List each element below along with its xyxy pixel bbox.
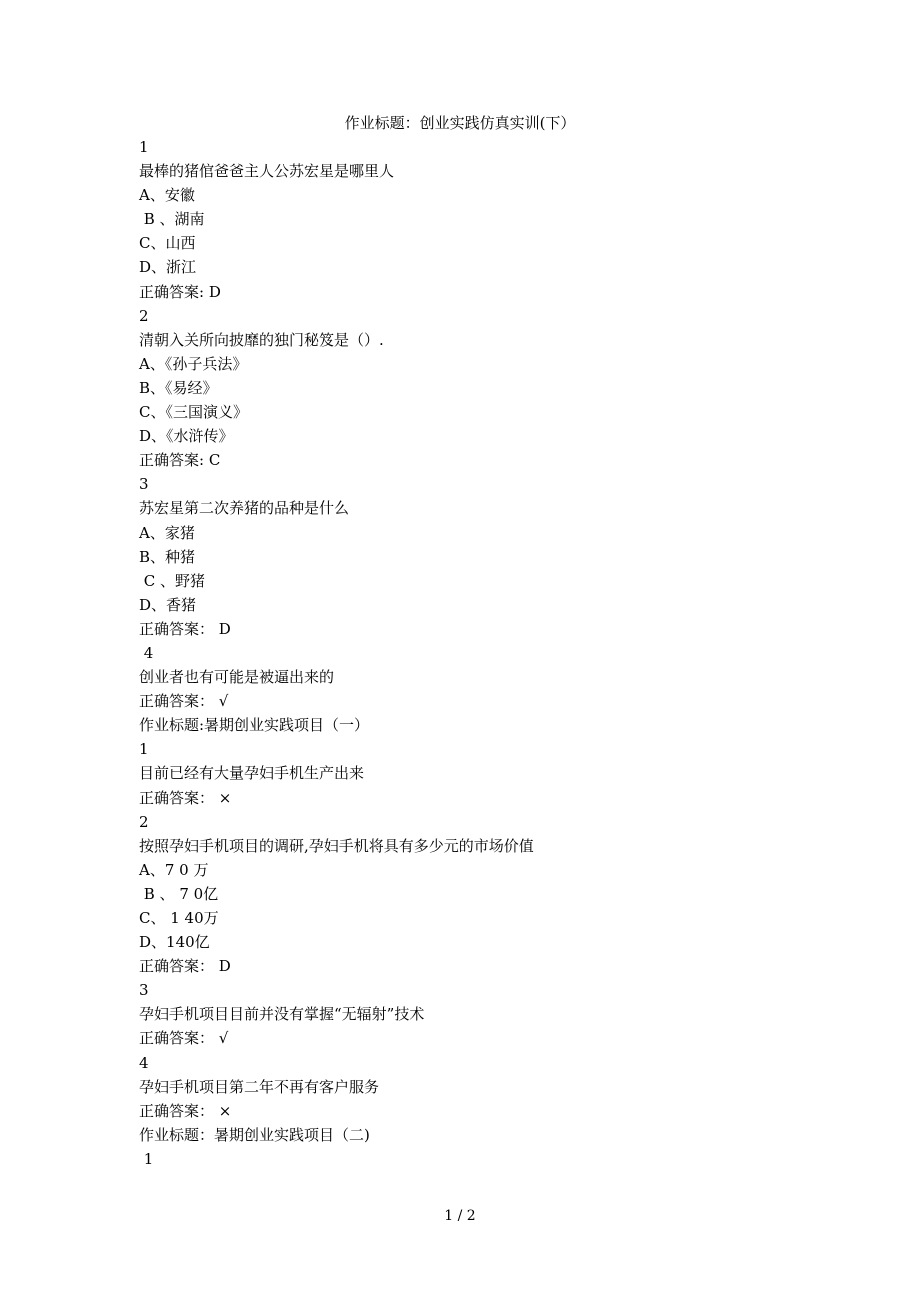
text-line: 3 [139,475,149,494]
text-line: 目前已经有大量孕妇手机生产出来 [139,764,365,783]
text-line: A、家猪 [139,523,195,542]
text-line: 清朝入关所向披靡的独门秘笈是（）. [139,330,384,349]
text-line: 1 [139,740,149,759]
text-line: 苏宏星第二次养猪的品种是什么 [139,499,350,518]
document-body [139,135,839,1171]
text-line: 1 [139,138,149,156]
text-line: A、《孙子兵法》 [139,354,248,373]
text-line: 正确答案: D [139,282,221,301]
text-line: D、香猪 [139,595,197,614]
text-line: 2 [139,812,149,831]
text-line: C 、野猪 [139,571,206,590]
text-line: 4 [139,643,154,662]
text-line: A、7 0 万 [139,860,209,879]
page-title: 作业标题：创业实践仿真实训(下） [344,114,576,132]
text-line: 4 [139,1053,149,1072]
page-number: 1 / 2 [444,1208,476,1224]
text-line: 最棒的猪倌爸爸主人公苏宏星是哪里人 [139,162,395,181]
text-line: 正确答案： D [139,619,231,638]
text-line: 正确答案： √ [139,1029,229,1048]
text-line: D、140亿 [139,933,210,952]
text-line: 正确答案: C [139,451,221,470]
text-line: 按照孕妇手机项目的调研,孕妇手机将具有多少元的市场价值 [139,836,534,855]
text-line: B、《易经》 [139,378,218,397]
text-line: A、安徽 [139,186,195,205]
text-line: C、 1 40万 [139,909,219,927]
text-line: 正确答案： × [139,1101,232,1120]
text-line: 正确答案： √ [139,692,229,711]
text-line: 1 [139,1149,154,1168]
text-line: D、《水浒传》 [139,427,234,446]
text-line: 创业者也有可能是被逼出来的 [139,668,335,687]
text-line: 孕妇手机项目目前并没有掌握“无辐射”技术 [139,1005,425,1024]
text-line: D、浙江 [139,258,197,277]
text-line: B 、 7 0亿 [139,884,219,903]
text-line: 3 [139,981,149,1000]
text-line: 作业标题:暑期创业实践项目（一） [139,716,370,735]
text-line: 正确答案： D [139,957,231,976]
text-line: 作业标题：暑期创业实践项目（二) [139,1125,370,1144]
text-line: 正确答案： × [139,788,232,807]
text-line: C、《三国演义》 [139,403,248,422]
text-line: C、山西 [139,234,196,253]
text-line: B、种猪 [139,547,196,566]
text-line: 2 [139,306,149,325]
text-line: B 、湖南 [139,210,205,229]
text-line: 孕妇手机项目第二年不再有客户服务 [139,1077,380,1096]
